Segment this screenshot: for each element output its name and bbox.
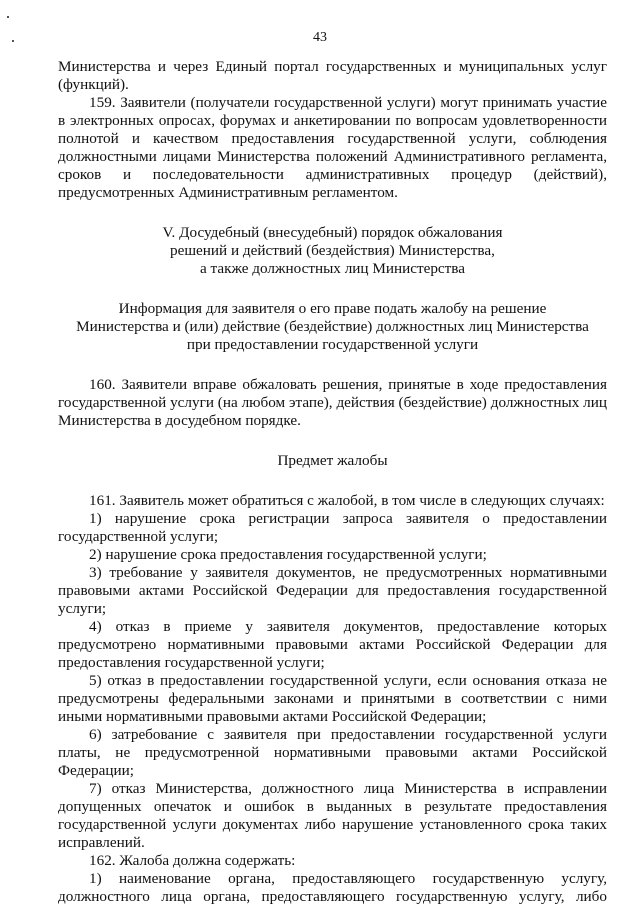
subheading-line: Информация для заявителя о его праве подать жалобу на решение xyxy=(118,300,547,317)
paragraph-162: 162. Жалоба должна содержать: xyxy=(89,852,296,869)
document-body xyxy=(58,58,607,906)
complaint-subject-heading: Предмет жалобы xyxy=(277,452,388,469)
page-number: 43 xyxy=(313,30,327,45)
subheading-line: Министерства и (или) действие (бездействие) должностных лиц Министерства xyxy=(76,318,589,335)
list-item: 3) требование у заявителя документов, не предусмотренных нормативными правовыми актами Российской Федерации для предоставления государственной услуги; xyxy=(58,564,607,617)
section-v-title xyxy=(58,224,607,278)
list-item: 7) отказ Министерства, должностного лица Министерства в исправлении допущенных опечаток и ошибок в выданных в результате предоставления государственной услуги документах либо нарушение установленного срока таких исправлений. xyxy=(58,780,607,851)
paragraph-161: 161. Заявитель может обратиться с жалобой, в том числе в следующих случаях: xyxy=(89,492,605,509)
list-item: 5) отказ в предоставлении государственной услуги, если основания отказа не предусмотрены федеральными законами и принятыми в соответствии с ними иными нормативными правовыми актами Российской Федерации; xyxy=(58,672,607,725)
list-item: 2) нарушение срока предоставления государственной услуги; xyxy=(89,546,487,563)
list-item: 4) отказ в приеме у заявителя документов, предоставление которых предусмотрено нормативными правовыми актами Российской Федерации для предоставления государственной услуги; xyxy=(58,618,607,671)
scan-speck xyxy=(7,16,9,18)
section-title-line: V. Досудебный (внесудебный) порядок обжалования xyxy=(162,224,503,241)
paragraph-continuation: Министерства и через Единый портал государственных и муниципальных услуг (функций). xyxy=(58,58,607,93)
paragraph-160: 160. Заявители вправе обжаловать решения, принятые в ходе предоставления государственной услуги (на любом этапе), действия (бездействие) должностных лиц Министерства в досудебном порядке. xyxy=(58,376,607,429)
paragraph-159: 159. Заявители (получатели государственной услуги) могут принимать участие в электронных опросах, форумах и анкетировании по вопросам удовлетворенности полнотой и качеством предоставления государственной услуги, соблюдения должностными лицами Министерства положений Административного регламента, сроков и последовательности административных процедур (действий), предусмотренных Административным регламентом. xyxy=(58,94,607,201)
section-title-line: а также должностных лиц Министерства xyxy=(199,260,466,277)
subheading-line: при предоставлении государственной услуги xyxy=(186,336,479,353)
scan-speck xyxy=(12,40,14,42)
list-item: 1) нарушение срока регистрации запроса заявителя о предоставлении государственной услуги; xyxy=(58,510,607,545)
list-item: 1) наименование органа, предоставляющего государственную услугу, должностного лица органа, предоставляющего государственную услугу, либо xyxy=(58,870,607,905)
list-item: 6) затребование с заявителя при предоставлении государственной услуги платы, не предусмотренной нормативными правовыми актами Российской Федерации; xyxy=(58,726,607,779)
info-subheading xyxy=(58,300,607,354)
section-title-line: решений и действий (бездействия) Министерства, xyxy=(170,242,495,259)
